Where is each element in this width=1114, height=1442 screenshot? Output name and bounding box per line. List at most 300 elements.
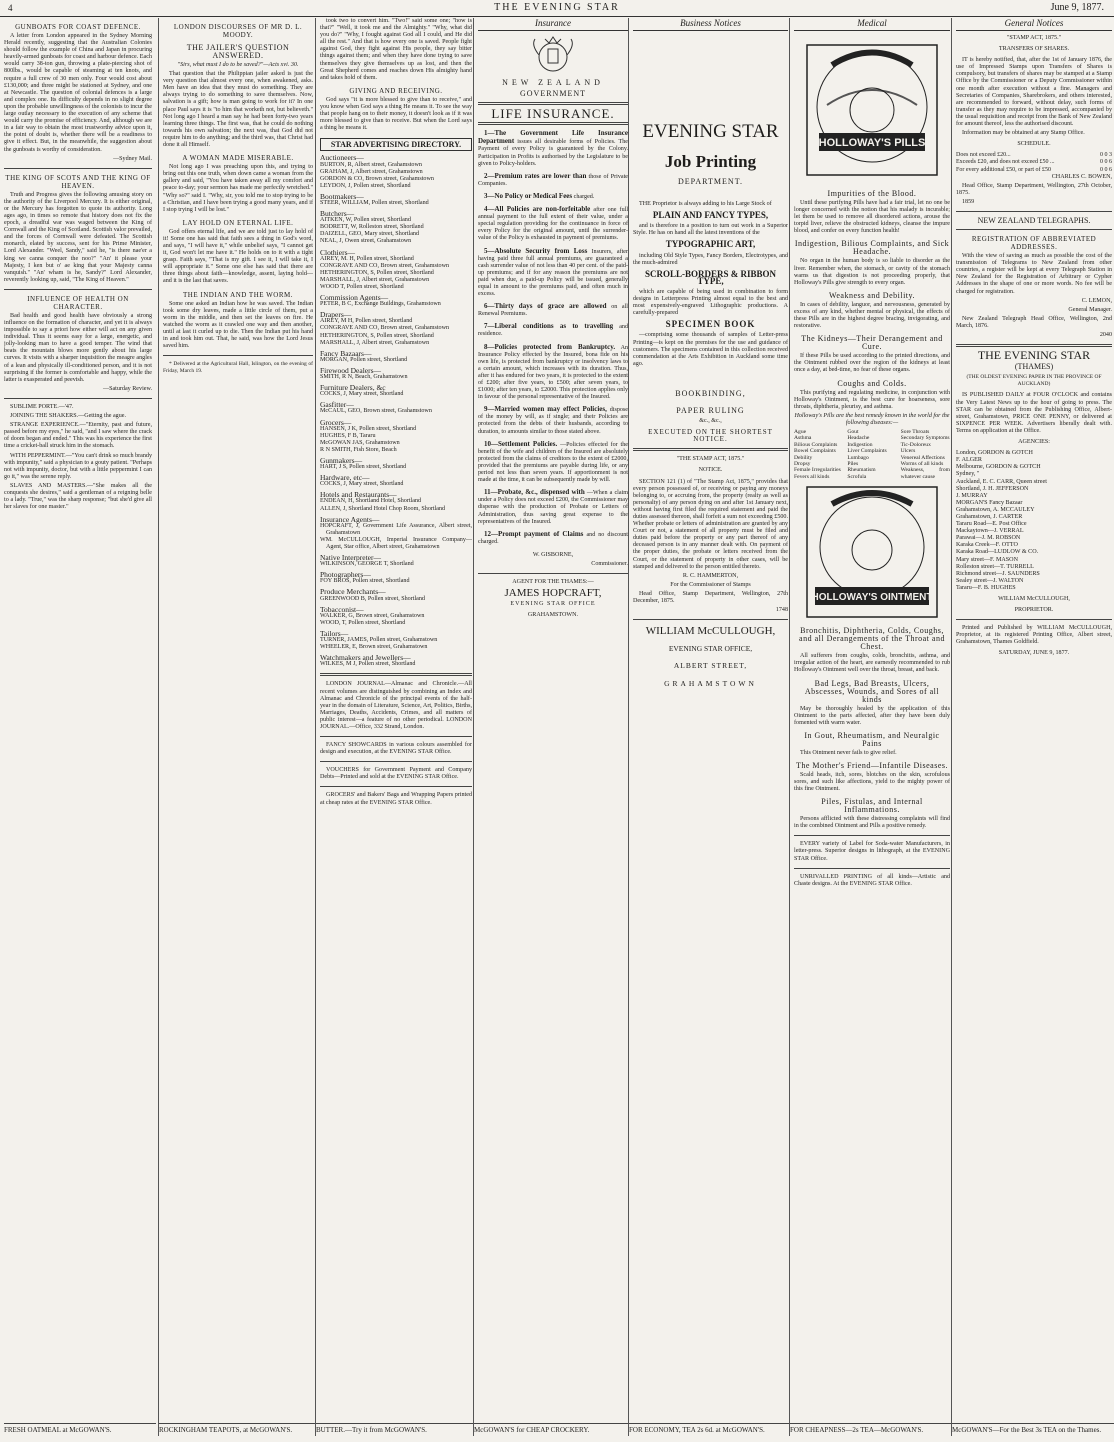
insurance-clause	[478, 344, 628, 402]
remedy-item: Weakness, from whatever cause	[900, 467, 950, 480]
notice-heading: NOTICE.	[698, 467, 723, 474]
stamp-office: Head Office, Stamp Department, Wellington, 27th December, 1875.	[633, 590, 788, 605]
transfers-text-2: Information may be obtained at any Stamp Office.	[962, 130, 1085, 137]
insurance-clause	[478, 406, 628, 435]
directory-category: Gasfitter—	[320, 400, 354, 410]
directory-category: Hotels and Restaurants—	[320, 490, 397, 500]
footer-ad: FRESH OATMEAL at McGOWAN'S.	[4, 1423, 156, 1434]
directory-entry: HOPCRAFT, J, Government Life Assurance, Albert street, Grahamstown	[320, 522, 472, 536]
directory-category: Produce Merchants—	[320, 587, 386, 597]
wm-name: WILLIAM McCULLOUGH,	[645, 625, 776, 638]
divider	[320, 736, 472, 737]
agent-name: JAMES HOPCRAFT,	[504, 587, 602, 600]
article-eternal: God offers eternal life, and we are told just to lay hold of it! Some one has said that faith sees a thing in God's word, and says, "I will have it," while unbelief says, "I cannot get it, God won't let me have it." He holds on to it with a tight grasp. Faith says, "That is my gift. I see it, I will take it, I will appropriate it." Some one else has said that there are three things about faith—knowledge, assent, laying hold—and it is the last that saves.	[163, 228, 313, 285]
position-text: and is therefore in a position to turn out work in a Superior Style. He has on hand all the latest inventions of the	[633, 223, 788, 237]
clause-text: dispose of the money by will, as if single; and their Policies are protected from the debts of their husbands, according to duration, to amounts similar to those stated above.	[478, 407, 628, 435]
footnote: * Delivered at the Agricultural Hall, Islington, on the evening of Friday, March 19.	[163, 361, 313, 375]
remedy-item: Fevers all kinds	[794, 473, 830, 480]
schedule-table	[956, 152, 1112, 173]
section-medical: Medical	[794, 18, 950, 31]
directory-entry: MARSHALL, J, Albert street, Grahamstown	[320, 276, 430, 283]
department-heading: DEPARTMENT.	[678, 177, 743, 186]
directory-category: Fancy Bazaars—	[320, 348, 372, 358]
heading-indigestion: Indigestion, Bilious Complaints, and Sick Headache.	[794, 239, 950, 257]
directory-entry: HUGHES, F B, Tararu	[320, 432, 376, 439]
directory-entry: ENDEAN, H, Shortland Hotel, Shortland	[320, 498, 422, 505]
agent-entry: Parawai—J. M. ROBSON	[956, 535, 1021, 542]
clause-title: 9—Married women may effect Policies,	[484, 405, 607, 414]
directory-entry: MARSHALL, J, Albert street, Grahamstown	[320, 339, 430, 346]
agent-label: AGENT FOR THE THAMES:—	[512, 579, 594, 586]
directory-entry: WHEELER, E, Brown street, Grahamstown	[320, 644, 428, 651]
divider	[478, 573, 628, 574]
clause-text: charged.	[573, 193, 595, 200]
agent-entry: Tararu—F. B. HUGHES	[956, 584, 1016, 591]
divider	[794, 868, 950, 869]
source-influence: —Saturday Review.	[102, 385, 152, 392]
directory-entry: GORDON & CO, Brown street, Grahamstown	[320, 175, 434, 182]
agent-entry: F. ALGER	[956, 457, 982, 464]
divider	[956, 344, 1112, 347]
directory-entry: BURTON, R, Albert street, Grahamstown	[320, 161, 422, 168]
directory-entry: SMITH, R N, Beach, Grahamstown	[320, 374, 408, 381]
directory-category: Watchmakers and Jewellers—	[320, 653, 411, 663]
schedule-row	[956, 152, 1112, 159]
star-sub: (THAMES)	[1014, 362, 1054, 372]
directory-category: Tobacconist—	[320, 604, 364, 614]
article-giving: God says "it is more blessed to give than to receive," and you know when God says a thing He means it. To see the way that people hang on to their money, it doesn't look as if it was more blessed to give than to receive. But when the Lord says a thing he means it.	[320, 96, 472, 132]
holloway-ointment-emblem-icon	[797, 482, 947, 622]
telegraph-signer: C. LEMON,	[1081, 297, 1112, 304]
remedy-item: Piles	[847, 461, 859, 467]
divider	[163, 355, 313, 356]
article-continued: took two to convert him. "Two!" said some one; "how is that?" "Well, it took me and the Almighty." "Why, what did you do?" "Why, I fought against God all I could, and He did all the rest." And that is how every one is saved. People fight against God, they fight against His people, they say bitter things against them; and when they have done trying to save themselves they give themselves up as lost, and then the Great Shepherd comes and reaches down His almighty hand and takes hold of them.	[320, 18, 472, 81]
agent-entry: Sealey street—J. WALTON	[956, 577, 1024, 584]
ad-vouchers: VOUCHERS for Government Payment and Company Debts—Printed and sold at the EVENING STAR Office.	[320, 767, 472, 781]
divider	[4, 168, 152, 169]
footer-ad: BUTTER.—Try it from McGOWAN'S.	[316, 1423, 476, 1434]
directory-category: Auctioneers—	[320, 153, 364, 163]
agent-entry: Karaka Creek—F. OTTO	[956, 542, 1018, 549]
directory-entry: STEER, WILLIAM, Pollen street, Shortland	[320, 199, 429, 206]
sched-office: Head Office, Stamp Department, Wellington, 27th October, 1875.	[956, 182, 1112, 196]
directory-category: Grocers—	[320, 417, 352, 427]
directory-category: Commission Agents—	[320, 293, 389, 303]
heading-piles: Piles, Fistulas, and Internal Inflammations.	[821, 797, 923, 815]
heading-sublime: SUBLIME PORTE.—'47.	[10, 403, 74, 410]
telegraph-heading: REGISTRATION OF ABBREVIATED ADDRESSES.	[971, 235, 1097, 252]
agent-town: GRAHAMSTOWN.	[527, 612, 579, 619]
agent-entry: Grahamstown, A. MCCAULEY	[956, 506, 1035, 513]
insurance-clause	[478, 130, 628, 167]
stamp-text: SECTION 121 (1) of "The Stamp Act, 1875," provides that every person possessed of, or receiving or paying any moneys belonging to, or accruing from, the property (realty as well as personalty) of any person dying on and after 1st January next, without having first filed the required statement and paid the duties assessed thereon, shall forfeit a sum not exceeding £500. Whether probate or letters of administration are granted by any Court or not, a statement of all property must be filed and duties paid before the property or any part thereof of any deceased person is in any manner dealt with. On payment of the proper duties, the probate or letters received from the Court, or the statement of property in other cases, will be stamped and delivered to the person entitled thereto.	[633, 478, 788, 570]
section-insurance: Insurance	[478, 18, 628, 31]
column-2	[158, 18, 317, 1436]
divider	[633, 448, 788, 451]
nz-heading: NEW ZEALAND	[502, 78, 604, 87]
clause-text: —When a claim under a Policy does not exceed £200, the Commissioner may dispense with the production of Probate or Letters of Administration, thus saving great expense to the representatives of the Insured.	[478, 490, 628, 525]
intro-text: THE Proprietor is always adding to his Large Stock of	[639, 201, 772, 208]
footer-ad: FOR CHEAPNESS—2s TEA—McGOWAN'S.	[790, 1423, 954, 1434]
remedy-item: Liver Complaints	[847, 448, 887, 455]
text-gout: This Ointment never fails to give relief.	[800, 749, 897, 756]
imprint: Printed and Published by WILLIAM McCULLOUGH, Proprietor, at its registered Printing Office, Albert street, Grahamstown, Thames Goldfield.	[956, 625, 1112, 646]
heading-london: LONDON DISCOURSES OF MR D. L. MOODY.	[173, 23, 303, 39]
remedy-item: Worms of all kinds	[900, 461, 944, 467]
directory-category: Bootmakers—	[320, 191, 364, 201]
agent-entry: Tararu Road—E. Post Office	[956, 521, 1027, 528]
text-legs: May be thoroughly healed by the application of this Ointment to the parts affected, after they have been duly fomented with warm water.	[794, 705, 950, 726]
directory-entry: COCKS, J, Mary street, Shortland	[320, 391, 404, 398]
clause-title: 2—Premium rates are lower than	[484, 171, 587, 180]
transfers-text: IT is hereby notified, that, after the 1st of January 1876, the use of Impressed Stamps upon Transfers of Shares is compulsory, but transfers of shares may be stamped at a Stamp Office by the Commissioner or a Deputy Commissioner within one month after execution without a fine. Managers and Secretaries of Companies, Sharebrokers, and others interested, are recommended to forward, without delay, such forms of transfer as they may require to be impressed, accompanied by the usual requisition and receipt from the Bank of New Zealand for amount thereof, less the authorised discount.	[956, 57, 1112, 128]
directory-entry: GREENWOOD B, Pollen street, Shortland	[320, 595, 425, 602]
agent-entry: Rolleston street—T. TURRELL	[956, 563, 1034, 570]
text-piles: Persons afflicted with these distressing complaints will find in the combined Ointment and Pills a positive remedy.	[794, 816, 950, 830]
sched-signer: CHARLES C. BOWEN,	[1051, 173, 1112, 180]
masthead	[0, 0, 1114, 17]
directory-entry: AIREY, M. H, Pollen street, Shortland	[320, 255, 414, 262]
insurance-clause	[478, 441, 628, 485]
agent-entry: Melbourne, GORDON & GOTCH	[956, 464, 1041, 471]
insurance-clause	[478, 303, 628, 318]
schedule-label: For every additional £50, or part of £50	[956, 166, 1051, 173]
schedule-value: 0 0 6	[1100, 166, 1112, 173]
directory-entry: WOOD, T, Pollen street, Shortland	[320, 619, 406, 626]
divider	[4, 398, 152, 399]
remedy-item: Dropsy	[794, 461, 811, 467]
directory-entry: GRAHAM, J, Albert street, Grahamstown	[320, 168, 423, 175]
clause-title: 12—Prompt payment of Claims	[484, 529, 584, 538]
imprint-date: SATURDAY, JUNE 9, 1877.	[998, 650, 1070, 657]
paper-ruling: PAPER RULING	[676, 405, 745, 415]
remedy-item: Tic-Doloreux	[900, 441, 931, 448]
schedule-row	[956, 167, 1112, 174]
directory-entry: WILKINSON, GEORGE T, Shortland	[320, 561, 414, 568]
telegraph-office: New Zealand Telegraph Head Office, Wellington, 2nd March, 1876.	[956, 315, 1112, 329]
agent-entry: Shortland, J. H. JEFFERSON	[956, 485, 1029, 492]
etc: &c., &c.,	[699, 418, 722, 425]
stamp-title: "THE STAMP ACT, 1875."	[676, 456, 745, 463]
heading-gout: In Gout, Rheumatism, and Neuralgic Pains	[804, 730, 940, 748]
bookbinding: BOOKBINDING,	[675, 388, 746, 398]
directory-entry: BODRETT, W, Rolleston street, Shortland	[320, 224, 424, 231]
ad-bags: GROCERS' and Bakers' Bags and Wrapping Papers printed at cheap rates at the EVENING STAR Office.	[320, 792, 472, 806]
column-5	[628, 18, 792, 1436]
directory-list	[320, 154, 472, 668]
directory-entry: McGOWAN JAS, Grahamstown	[320, 439, 400, 446]
heading-weakness: Weakness and Debility.	[828, 290, 916, 300]
directory-category: Insurance Agents—	[320, 514, 380, 524]
directory-entry: McCAUL, GEO, Brown street, Grahamstown	[320, 408, 432, 415]
directory-entry: NEAL, J, Owen street, Grahamstown	[320, 238, 412, 245]
insurance-clause	[478, 193, 628, 201]
column-3	[315, 18, 476, 1436]
typo-heading: TYPOGRAPHIC ART,	[665, 239, 756, 250]
divider	[478, 102, 628, 105]
directory-entry: HART, J S, Pollen street, Shortland	[320, 464, 407, 471]
directory-title: STAR ADVERTISING DIRECTORY.	[320, 138, 472, 151]
scroll-heading: SCROLL-BORDERS & RIBBON TYPE,	[644, 268, 777, 286]
divider	[633, 619, 788, 620]
heading-mother: The Mother's Friend—Infantile Diseases.	[795, 760, 949, 770]
directory-category: Native Interpreter—	[320, 553, 382, 563]
agent-entry: Mackaytown—J. VERRAL	[956, 528, 1024, 535]
directory-entry: HETHERINGTON, S, Pollen street, Shortland	[320, 269, 434, 276]
directory-category: Furniture Dealers, &c	[320, 383, 386, 393]
clause-title: 4—All Policies are non-forfeitable	[484, 205, 591, 214]
heading-kidneys: The Kidneys—Their Derangement and Cure.	[801, 334, 943, 352]
remedy-item: Venereal Affections	[900, 454, 945, 461]
footer-ad: FOR ECONOMY, TEA 2s 6d. at McGOWAN'S.	[629, 1423, 792, 1434]
remedy-item: Ulcers	[900, 448, 916, 455]
remedy-item: Female Irregularities	[794, 467, 841, 474]
directory-entry: LEYDON, J, Pollen street, Shortland	[320, 182, 411, 189]
pills-banner-text: HOLLOWAY'S PILLS	[818, 137, 926, 149]
insurance-clause	[478, 173, 628, 188]
directory-entry: COCKS, J, Mary street, Shortland	[320, 481, 404, 488]
divider	[956, 619, 1112, 620]
insurance-clause	[478, 531, 628, 546]
directory-entry: FOY BROS, Pollen street, Shortland	[320, 578, 410, 585]
directory-category: Firewood Dealers—	[320, 365, 382, 375]
ad-london-journal: LONDON JOURNAL—Almanac and Chronicle.—All recent volumes are distinguished by combining an Index and Almanac and Chronicle of the principal events of the half-year in the domain of Literature, Science, Art, Politics, Births, Marriages, Deaths, Accidents, Crimes, and all matters of public interest—a feature of no other periodical. LONDON JOURNAL.—Office, 332 Strand, London.	[320, 681, 472, 730]
remedy-item: Bowel Complaints	[794, 448, 836, 455]
clause-text: —Policies effected for the benefit of the wife and children of the Insured are absolutely protected from the claims of creditors to the extent of £2000, provided that the premiums are payable during life, or any period not less than seven years. If apportionment is not made at the time, it can be subsequently made by will.	[478, 441, 628, 484]
stamp-signer: R. C. HAMMERTON,	[682, 572, 739, 579]
clause-title: 11—Probate, &c., dispensed with	[484, 488, 585, 497]
remedy-title: Holloway's Pills are the best remedy known in the world for the following diseases:—	[794, 412, 950, 426]
ad-unrivalled: UNRIVALLED PRINTING of all kinds—Artistic and Chaste designs. At the EVENING STAR Office.	[794, 873, 950, 887]
item-sublime: JOINING THE SHAKERS.—Getting the ague.	[10, 413, 126, 420]
agent-entry: Richmond street—J. SAUNDERS	[956, 570, 1040, 577]
agents-list	[956, 450, 1112, 592]
clause-title: 10—Settlement Policies.	[484, 439, 558, 448]
agent-entry: MORGAN'S Fancy Bazaar	[956, 499, 1023, 506]
directory-entry: CONGRAVE AND CO, Brown street, Grahamstown	[320, 262, 450, 269]
stamp-act-title: "STAMP ACT, 1875."	[1006, 35, 1062, 41]
wm-town: GRAHAMSTOWN	[664, 678, 757, 688]
directory-entry: WALKER, G, Brown street, Grahamstown	[320, 612, 425, 619]
agent-entry: Karaka Road—LUDLOW & CO.	[956, 549, 1039, 556]
comprising-text: —comprising some thousands of samples of Letter-press Printing—is kept on the premises for the use and guidance of customers. The specimens contained in this collection received commendation at the Arts Exhibition in Auckland some time ago.	[633, 332, 788, 367]
schedule-label: Exceeds £20, and does not exceed £50 ...	[956, 159, 1055, 166]
section-general: General Notices	[956, 18, 1112, 31]
clause-text: those of Private Companies.	[478, 173, 628, 187]
agent-entry: London, GORDON & GOTCH	[956, 450, 1033, 457]
directory-category: Photographers—	[320, 570, 371, 580]
agent-entry: J. MURRAY	[956, 492, 988, 499]
heading-miserable: A WOMAN MADE MISERABLE.	[182, 154, 294, 163]
ad-showcards: FANCY SHOWCARDS in various colours assembled for design and execution, at the EVENING STAR Office.	[320, 742, 472, 756]
telegraph-no: 2040	[1099, 332, 1112, 338]
heading-giving: GIVING AND RECEIVING.	[349, 86, 443, 95]
insurance-clause	[478, 206, 628, 242]
text-mother: Scald heads, itch, sores, blotches on the skin, scrofulous sores, and such like affections, yield to the mighty power of this fine Ointment.	[794, 771, 950, 793]
insurance-clause	[478, 248, 628, 299]
divider	[956, 211, 1112, 212]
directory-entry: MORGAN, Pollen street, Shortland	[320, 356, 408, 363]
signer-title: Commissioner.	[591, 560, 628, 567]
clause-title: 1—The Government Life Insurance Department	[478, 129, 628, 146]
page-number: 4	[8, 3, 13, 13]
directory-entry: HETHERINGTON, S, Pollen street, Shortland	[320, 332, 434, 339]
text-weakness: In cases of debility, languor, and nervousness, generated by excess of any kind, whether mental or physical, the effects of these Pills are in the highest degree bracing, invigorating, and restorative.	[794, 301, 950, 330]
directory-entry: AITKEN, W, Pollen street, Shortland	[320, 217, 411, 224]
agent-office: EVENING STAR OFFICE	[510, 601, 596, 608]
remedy-item: Bilious Complaints	[794, 441, 838, 448]
text-impurities: Until these purifying Pills have had a fair trial, let no one be longer concerned with the notion that his malady is incurable; let them be used to remove all disordered actions, arouse the torpid liver, relieve the obstructed kidneys, cleanse the impure blood, and confer on every function health!	[794, 200, 950, 235]
directory-entry: HANSEN, J K, Pollen street, Shortland	[320, 425, 417, 432]
specimen-heading: SPECIMEN BOOK	[665, 319, 756, 330]
remedy-item: Lumbago	[847, 454, 869, 461]
stamp-no: 1748	[775, 607, 788, 614]
divider	[956, 229, 1112, 230]
schedule-label: Does not exceed £20...	[956, 152, 1011, 159]
insurance-clauses	[478, 130, 628, 546]
insurance-clause	[478, 323, 628, 338]
transfers-heading: TRANSFERS OF SHARES.	[998, 46, 1070, 53]
remedy-item: Gout	[847, 428, 859, 435]
column-4	[473, 18, 632, 1436]
directory-category: Drapers—	[320, 310, 352, 320]
directory-entry: DAIZELL, GEO, Mary street, Shortland	[320, 231, 419, 238]
evening-star-heading: EVENING STAR	[642, 121, 779, 142]
remedy-item: Headache	[847, 435, 870, 442]
star-text: IS PUBLISHED DAILY at FOUR O'CLOCK and contains the Very Latest News up to the hour of going to press. The STAR can be obtained from the Publishing Office, Albert-street, Grahamstown, PRICE ONE PENNY, or delivered at SIXPENCE PER WEEK. Advertisers liberally dealt with. Terms on application at the Office.	[956, 392, 1112, 434]
ointment-banner-text: HOLLOWAY'S OINTMENT	[811, 592, 933, 604]
clause-text: issues all desirable forms of Policies. The Payment of every Policy is guaranteed by the Colony. Participation in Profits is authorised by the Legislature to be given to Policy-holders.	[478, 139, 628, 167]
remedy-item: Sore Throats	[900, 428, 930, 435]
agent-entry: Auckland, E. C. CARR, Queen street	[956, 478, 1047, 485]
directory-category: Hardware, etc—	[320, 473, 370, 483]
heading-legs: Bad Legs, Bad Breasts, Ulcers, Abscesses, Wounds, and Sores of all kinds	[804, 678, 940, 704]
clause-text: and residence.	[478, 324, 628, 338]
text-coughs: This purifying and regulating medicine, in conjunction with Holloway's Ointment, is the best cure for hoarseness, sore throats, diphtheria, pleurisy, and asthma.	[794, 389, 950, 410]
heading-impurities: Impurities of the Blood.	[827, 189, 917, 198]
insurance-clause	[478, 489, 628, 525]
directory-category: Tailors—	[320, 628, 349, 638]
clause-text: An Insurance Policy effected by the Insured, bona fide on his own life, is protected from bankruptcy or insolvency laws to a certain amount, which increases with its duration. Thus, after it has endured for two years, it is protected to the extent of £200; after five years, to £500; after seven years, to £1000; after ten years, to £2000. This protection applies only in favour of the personal representative of the Insured.	[478, 344, 629, 401]
agent-entry: Grahamstown, J. CARTER	[956, 513, 1023, 520]
masthead-date: June 9, 1877.	[1050, 2, 1104, 13]
epigraph: "Sirs, what must I do to be saved?"—Acts xvi. 30.	[177, 62, 299, 68]
remedy-item: Secondary Symptoms	[900, 435, 950, 442]
directory-category: Gunmakers—	[320, 455, 363, 465]
wm-office: EVENING STAR OFFICE,	[668, 644, 753, 654]
remedy-item: Ague	[794, 428, 807, 435]
text-kidneys: If these Pills be used according to the printed directions, and the Ointment rubbed over the region of the kidneys at least once a day, at bed-time, no fear of these organs.	[794, 353, 950, 374]
article-indian: Some one asked an Indian how he was saved. The Indian took some dry leaves, made a little circle of them, put a worm in the middle, and then set the leaves on fire. He watched the worm as it crawled one way and then another, until at last it curled up to die. Then the Indian put his hand in and took him out. That, he said, was how the Lord Jesus saved him.	[163, 300, 313, 350]
article-miserable: Not long ago I was preaching upon this, and trying to bring out this one truth, when down came a woman from the gallery and said, "You have taken away all my comfort and peace to-day; your sermon has made me perfectly wretched." "Why so?" said I. "Why, sir, you told me to stop trying to be a Christian, and I have been trying a good many years, and if I stop trying I will be lost."	[163, 164, 313, 213]
divider	[320, 786, 472, 787]
clause-title: 3—No Policy or Medical Fees	[484, 191, 573, 200]
column-7	[951, 18, 1114, 1436]
heading-indian: THE INDIAN AND THE WORM.	[183, 290, 293, 299]
govt-heading: GOVERNMENT	[520, 89, 586, 99]
telegraph-title: NEW ZEALAND TELEGRAPHS.	[977, 215, 1091, 225]
directory-entry: ALLEN, J, Shortland Hotel Chop Room, Shortland	[320, 505, 446, 512]
footer-ad: McGOWAN'S—For the Best 3s TEA on the Thames.	[952, 1423, 1114, 1434]
article-king: Truth and Progress gives the following amusing story on the authority of the Liverpool Mercury. It is either original, or the Mercury has forgotten to quote its authority. Long ages ago, in times so remote that history does not fix the epoch, a dreadful war was waged between the King of Cornwall and the King of Scotland. Scottish valor prevailed, and the forces of Cornwall were defeated. The Scottish monarch, elated by success, sent for his Prime Minister, Lord Alexander. "Weel, Sandy," said he, "is there nae'er a king we canna conquer the noo?" "An' it please your Majesty, I ken but o' ae king that your Majesty canna vanquish." "An' wham is he, Sandy?" Lord Alexander, reverently looking up, said, "The King of Heaven."	[4, 191, 152, 283]
directory-entry: WOOD T, Pollen street, Shortland	[320, 284, 404, 290]
remedy-item: Debility	[794, 454, 813, 461]
clause-title: 5—Absolute Security from Loss	[484, 246, 588, 255]
column-6	[789, 18, 954, 1436]
star-oldest: (THE OLDEST EVENING PAPER IN THE PROVINCE OF AUCKLAND)	[966, 374, 1102, 388]
text-bronchitis: All sufferers from coughs, colds, bronchitis, asthma, and irregular action of the heart, are earnestly recommended to rub Holloway's Ointment well over the throat, breast, and back.	[794, 653, 950, 674]
schedule-row	[956, 159, 1112, 166]
schedule-value: 0 0 6	[1100, 159, 1112, 166]
source-gunboats: —Sydney Mail.	[113, 155, 152, 162]
heading-influence: INFLUENCE OF HEALTH ON CHARACTER.	[27, 294, 129, 311]
executed: EXECUTED ON THE SHORTEST NOTICE.	[648, 428, 773, 444]
heading-coughs: Coughs and Colds.	[837, 378, 907, 388]
sched-no: 1859	[962, 198, 975, 205]
telegraph-text: With the view of saving as much as possible the cost of the transmission of Telegrams to New Zealand from other countries, a register will be kept at every Telegraph Station in New Zealand for the Registration of Arbitrary or Cypher Addresses in the shape of one or more words. No fee will be charged for registration.	[956, 253, 1112, 295]
holloway-pills-emblem-icon	[797, 35, 947, 185]
divider	[478, 122, 628, 125]
heading-eternal: LAY HOLD ON ETERNAL LIFE.	[182, 218, 294, 227]
remedy-item: Indigestion	[847, 441, 873, 448]
directory-category: Butchers—	[320, 209, 355, 219]
schedule-heading: SCHEDULE.	[1017, 141, 1051, 148]
directory-entry: AIREY, M H, Pollen street, Shortland	[320, 318, 413, 325]
article-influence: Bad health and good health have obviously a strong influence on the formation of character, and yet it is always impossible to say a priori how either will act on any given individual. Thus it seems easy for a large, energetic, and jolly-looking man to have a good temper. The wind that beats the mountain blows more gently about his large curves. It visits with a sharper inquisition the meagre angles of a lean and physically ill-conditioned person, and it is not surprising if the former is comfortable and happy, while the latter is exasperated and peevish.	[4, 312, 152, 383]
divider	[794, 835, 950, 836]
coat-of-arms-icon	[523, 35, 583, 75]
heading-bronchitis: Bronchitis, Diphtheria, Colds, Coughs, and all Derangements of the Throat and Chest.	[799, 626, 945, 652]
directory-entry: R N SMITH, Fish Store, Beach	[320, 446, 397, 453]
clause-text: on all Renewal Premiums.	[478, 304, 629, 318]
stamp-signer-title: For the Commissioner of Stamps	[670, 581, 751, 588]
proprietor-name: WILLIAM McCULLOUGH,	[998, 596, 1070, 602]
agent-entry: Sydney, "	[956, 471, 980, 478]
section-business: Business Notices	[633, 18, 788, 31]
directory-entry: WILKES, M J, Pollen street, Shortland	[320, 661, 416, 668]
footer-ad: McGOWAN'S for CHEAP CROCKERY.	[474, 1423, 632, 1434]
clause-title: 6—Thirty days of grace are allowed	[484, 302, 607, 311]
item-strange: STRANGE EXPERIENCE.—"Eternity, past and future, passed before my eyes," he said, "and I saw where the crack of doom began and ended." This was his experience the first time a cricket-ball struck him in the stomach.	[4, 422, 152, 450]
directory-entry: PETER, B C, Exchange Buildings, Grahamstown	[320, 301, 441, 308]
heading-king: THE KING OF SCOTS AND THE KING OF HEAVEN.	[5, 173, 151, 190]
types-heading: PLAIN AND FANCY TYPES,	[652, 210, 769, 221]
clause-text: Insurers, after having paid three full annual premiums, are guaranteed a cash surrender value of not less than 40 per cent. of the paid-up premiums; and if for any reason the premiums are not paid when due, a paid-up Policy will be issued, generally equal in amount to the premiums paid, and often much in excess.	[478, 248, 628, 298]
telegraph-signer-title: General Manager.	[1068, 306, 1112, 313]
signer: W. GISBORNE,	[532, 551, 574, 558]
divider	[320, 761, 472, 762]
directory-entry: WM. McCULLOUGH, Imperial Insurance Company—Agent, Star office, Albert street, Grahamstown	[320, 536, 472, 550]
footer-ad: ROCKINGHAM TEAPOTS, at McGOWAN'S.	[159, 1423, 317, 1434]
paper-title: THE EVENING STAR	[494, 2, 620, 13]
capable-text: which are capable of being used in combination to form designs in Letterpress Printing almost equal to the best and most expensively-engraved Lithographic productions. A carefully-prepared	[633, 288, 788, 317]
clause-text: and no discount charged.	[478, 531, 629, 545]
text-indigestion: No organ in the human body is so liable to disorder as the liver. Remember when, the stomach, or cavity of the stomach warns us that digestion is not proceeding properly, that Holloway's Pills give strength to every organ.	[794, 258, 950, 286]
heading-jailer: THE JAILER'S QUESTION ANSWERED.	[186, 43, 290, 60]
heading-gunboats: GUNBOATS FOR COAST DEFENCE.	[15, 23, 141, 31]
directory-entry: CONGRAVE AND CO, Brown street, Grahamstown	[320, 325, 450, 332]
article-gunboats: A letter from London appeared in the Sydney Morning Herald recently, suggesting that the Australian Colonies should follow the example of China and Japan in procuring heavily-armed gunboats for coast and harbour defence. Each would carry 38-ton gun, throwing a plate-piercing shot of 800lbs., would be capable of steaming at ten knots, and require a full crew of 30 men only. Four would cost about £130,000; and three might be stationed at Sydney, and one at Newcastle. The question of colonial defences is a large and complex one. Its difficulty depends in no slight degree upon the probable unwillingness of the colonists to incur the large outlay necessary to the execution of any scheme that would carry the promise of efficiency. And, although we are in a fair way to obtain the most trustworthy advice upon it, the point of doubt is, whether there will be a readiness to give it effect. But, in the meanwhile, the suggestion about the gunboats is worthy of consideration.	[4, 33, 152, 153]
remedy-item: Scrofula	[847, 473, 867, 480]
job-printing-heading: Job Printing	[664, 152, 757, 171]
clause-text: after one full annual payment to the full extent of their value, under a special regulation providing for the continuance in force of every Policy for the original amount, until the surrender-value of the Policy is exhausted in payment of premiums.	[478, 207, 629, 242]
ad-labels: EVERY variety of Label for Soda-water Manufacturers, in letter-press. Superior designs in lithograph, at the EVENING STAR Office.	[794, 841, 950, 862]
remedy-item: Asthma	[794, 435, 812, 442]
article-jailer: That question that the Philippian jailer asked is just the very question that almost every one, when awakened, asks. Men have an idea that they must do something. They are always trying to do something to save themselves. Now, salvation is a gift; how is man going to work for it? In one place Paul says it is "to him that worketh not, but believeth." Not long ago I heard a man say he had been forty-two years learning three things. The first was, that he could do nothing towards his own salvation; the next was, that God did not require him to do anything; and the third was, that Christ had done it all Himself.	[163, 71, 313, 149]
directory-entry: TURNER, JAMES, Pollen street, Grahamstown	[320, 637, 438, 644]
remedy-item: Rheumatism	[847, 467, 876, 474]
agent-entry: Mary street—F. MASON	[956, 556, 1018, 563]
